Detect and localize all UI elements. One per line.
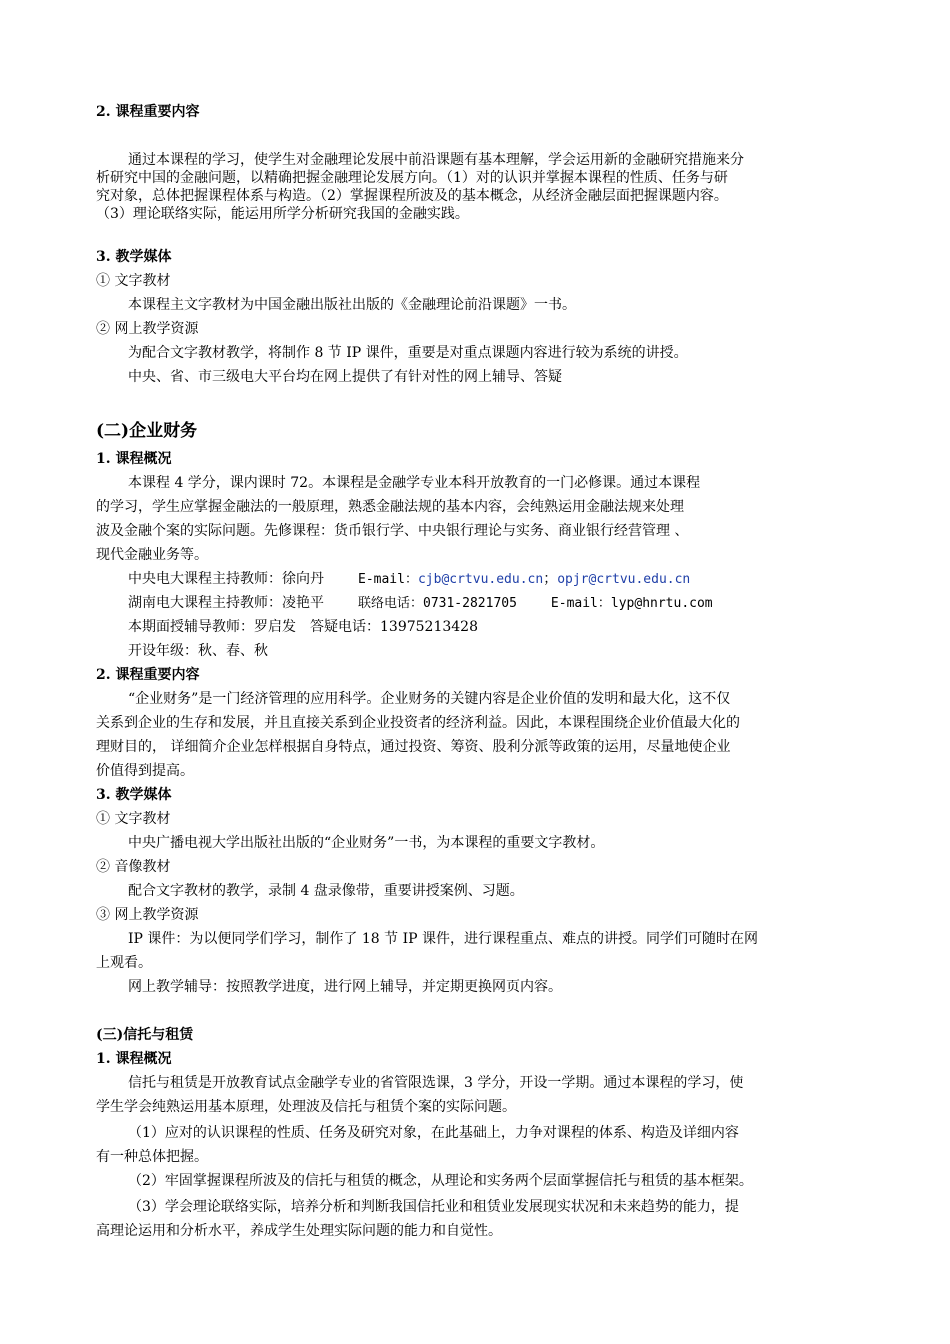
- paragraph-line: （3）理论联络实际，能运用所学分析研究我国的金融实践。: [96, 206, 469, 222]
- grade-line: 开设年级：秋、春、秋: [128, 643, 268, 659]
- section-heading: 1. 课程概况: [96, 451, 172, 467]
- media-text: 配合文字教材的教学，录制 4 盘录像带，重要讲授案例、习题。: [128, 883, 524, 899]
- section-heading: 2. 课程重要内容: [96, 104, 200, 120]
- contact-phone: 联络电话：0731-2821705: [358, 596, 517, 611]
- media-text: 为配合文字教材教学，将制作 8 节 IP 课件，重要是对重点课题内容进行较为系统的讲授。: [128, 345, 688, 361]
- paragraph-line: 的学习，学生应掌握金融法的一般原理，熟悉金融法规的基本内容，会纯熟运用金融法规来处理: [96, 499, 684, 515]
- paragraph-line: 究对象，总体把握课程体系与构造。（2）掌握课程所波及的基本概念，从经济金融层面把握课题内容。: [96, 188, 728, 204]
- paragraph-line: 理财目的， 详细简介企业怎样根据自身特点，通过投资、筹资、股利分派等政策的运用，尽量地使企业: [96, 739, 731, 755]
- contact-email: E-mail：lyp@hnrtu.com: [550, 596, 713, 611]
- chapter-title: (三)信托与租赁: [96, 1027, 194, 1043]
- paragraph-line: 信托与租赁是开放教育试点金融学专业的省管限选课，3 学分，开设一学期。通过本课程的学习，使: [128, 1075, 744, 1091]
- media-text: 中央、省、市三级电大平台均在网上提供了有针对性的网上辅导、答疑: [128, 369, 562, 385]
- paragraph-line: 析研究中国的金融问题，以精确把握金融理论发展方向。（1）对的认识并掌握本课程的性质、任务与研: [96, 170, 728, 186]
- paragraph-line: 高理论运用和分析水平，养成学生处理实际问题的能力和自觉性。: [96, 1223, 502, 1239]
- media-item: ① 文字教材: [96, 273, 171, 289]
- contact-teacher: 中央电大课程主持教师：徐向丹: [128, 571, 324, 587]
- paragraph-line: 学生学会纯熟运用基本原理，处理波及信托与租赁个案的实际问题。: [96, 1099, 516, 1115]
- paragraph-line: 价值得到提高。: [96, 763, 194, 779]
- media-text: IP 课件：为以便同学们学习，制作了 18 节 IP 课件，进行课程重点、难点的讲授。同学们可随时在网: [128, 931, 758, 947]
- contact-phone: 答疑电话：13975213428: [310, 619, 478, 635]
- separator: ；: [543, 571, 558, 587]
- contact-teacher: 湖南电大课程主持教师：凌艳平: [128, 595, 324, 611]
- section-heading: 2. 课程重要内容: [96, 667, 200, 683]
- media-text: 中央广播电视大学出版社出版的“企业财务”一书，为本课程的重要文字教材。: [128, 835, 605, 851]
- paragraph-line: 本课程 4 学分，课内课时 72。本课程是金融学专业本科开放教育的一门必修课。通过本课程: [128, 475, 701, 491]
- section-heading: 3. 教学媒体: [96, 787, 172, 803]
- chapter-title: (二)企业财务: [96, 421, 198, 441]
- contact-line: [128, 618, 478, 636]
- media-text: 上观看。: [96, 955, 152, 971]
- paragraph-line: （1）应对的认识课程的性质、任务及研究对象，在此基础上，力争对课程的体系、构造及详细内容: [128, 1125, 739, 1141]
- contact-teacher: 本期面授辅导教师：罗启发: [128, 619, 296, 635]
- email-link[interactable]: opjr@crtvu.edu.cn: [557, 572, 691, 587]
- paragraph-line: （3）学会理论联络实际，培养分析和判断我国信托业和租赁业发展现实状况和未来趋势的能力，提: [128, 1199, 739, 1215]
- paragraph-line: 通过本课程的学习，使学生对金融理论发展中前沿课题有基本理解，学会运用新的金融研究措施来分: [128, 152, 744, 168]
- media-text: 网上教学辅导：按照教学进度，进行网上辅导，并定期更换网页内容。: [128, 979, 562, 995]
- contact-line: [128, 570, 690, 589]
- contact-line: [128, 594, 713, 613]
- paragraph-line: （2）牢固掌握课程所波及的信托与租赁的概念，从理论和实务两个层面掌握信托与租赁的基本框架。: [128, 1173, 753, 1189]
- email-label: E-mail：: [358, 572, 418, 587]
- section-heading: 3. 教学媒体: [96, 249, 172, 265]
- section-heading: 1. 课程概况: [96, 1051, 172, 1067]
- media-text: 本课程主文字教材为中国金融出版社出版的《金融理论前沿课题》一书。: [128, 297, 576, 313]
- email-link[interactable]: cjb@crtvu.edu.cn: [417, 572, 544, 587]
- paragraph-line: 现代金融业务等。: [96, 547, 208, 563]
- paragraph-line: 波及金融个案的实际问题。先修课程：货币银行学、中央银行理论与实务、商业银行经营管理 、: [96, 523, 689, 539]
- media-item: ② 音像教材: [96, 859, 171, 875]
- media-item: ② 网上教学资源: [96, 321, 199, 337]
- paragraph-line: 关系到企业的生存和发展，并且直接关系到企业投资者的经济利益。因此，本课程围绕企业价值最大化的: [96, 715, 740, 731]
- paragraph-line: 有一种总体把握。: [96, 1149, 208, 1165]
- media-item: ① 文字教材: [96, 811, 171, 827]
- media-item: ③ 网上教学资源: [96, 907, 199, 923]
- paragraph-line: “企业财务”是一门经济管理的应用科学。企业财务的关键内容是企业价值的发明和最大化，这不仅: [128, 691, 731, 707]
